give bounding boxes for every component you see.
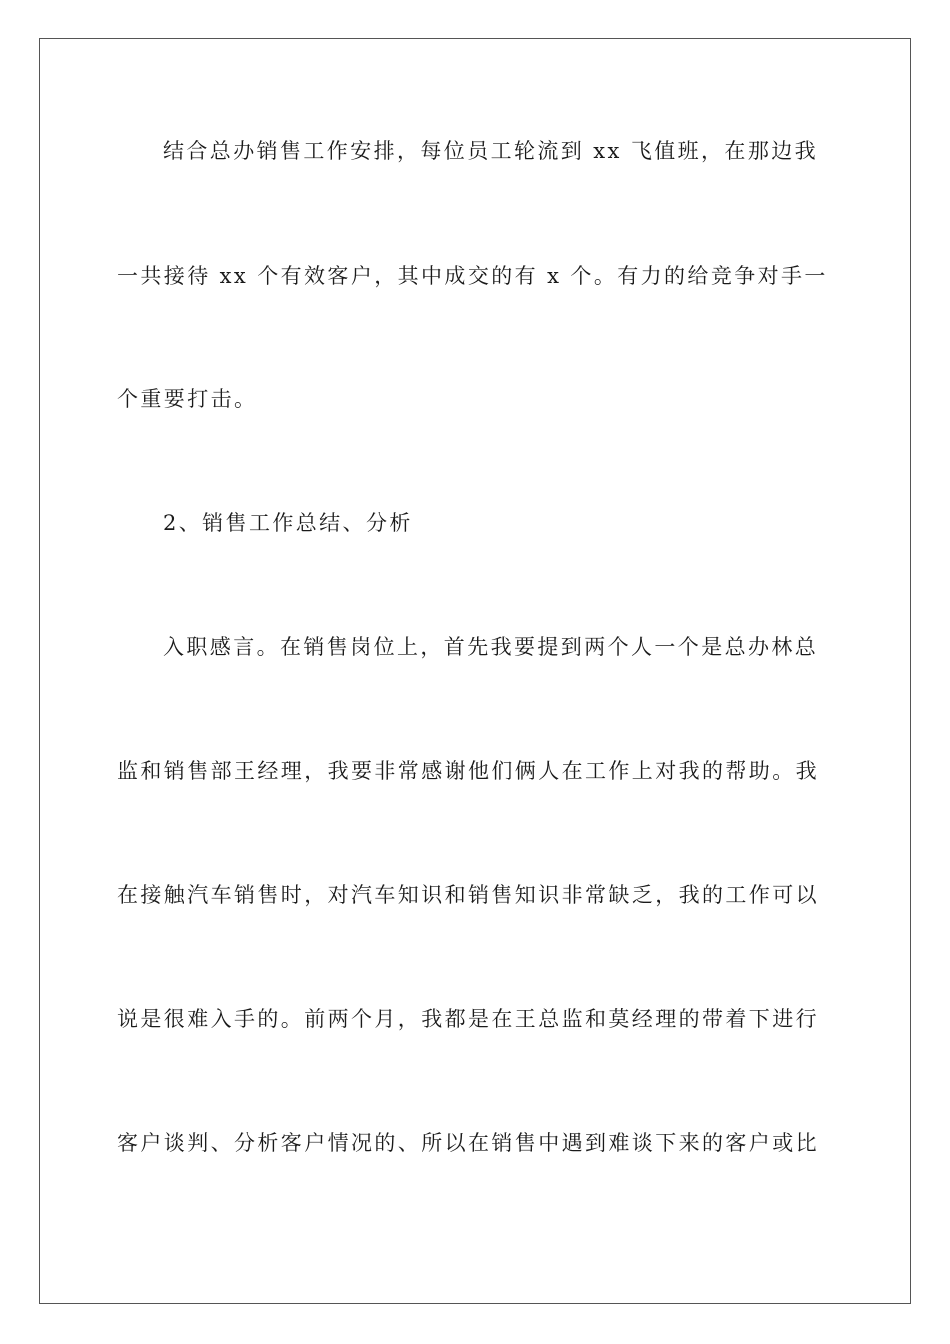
paragraph-1-line-3: 个重要打击。 bbox=[117, 387, 258, 411]
page-border bbox=[39, 38, 911, 1304]
paragraph-2-line-5: 客户谈判、分析客户情况的、所以在销售中遇到难谈下来的客户或比 bbox=[117, 1131, 819, 1155]
paragraph-2-line-1: 入职感言。在销售岗位上，首先我要提到两个人一个是总办林总 bbox=[163, 635, 819, 659]
paragraph-1-line-1: 结合总办销售工作安排，每位员工轮流到 xx 飞值班，在那边我 bbox=[163, 139, 819, 163]
paragraph-2-line-3: 在接触汽车销售时，对汽车知识和销售知识非常缺乏，我的工作可以 bbox=[117, 883, 819, 907]
section-heading: 2、销售工作总结、分析 bbox=[163, 511, 413, 535]
paragraph-2-line-2: 监和销售部王经理，我要非常感谢他们俩人在工作上对我的帮助。我 bbox=[117, 759, 819, 783]
paragraph-2-line-4: 说是很难入手的。前两个月，我都是在王总监和莫经理的带着下进行 bbox=[117, 1007, 819, 1031]
paragraph-1-line-2: 一共接待 xx 个有效客户，其中成交的有 x 个。有力的给竞争对手一 bbox=[117, 264, 828, 288]
